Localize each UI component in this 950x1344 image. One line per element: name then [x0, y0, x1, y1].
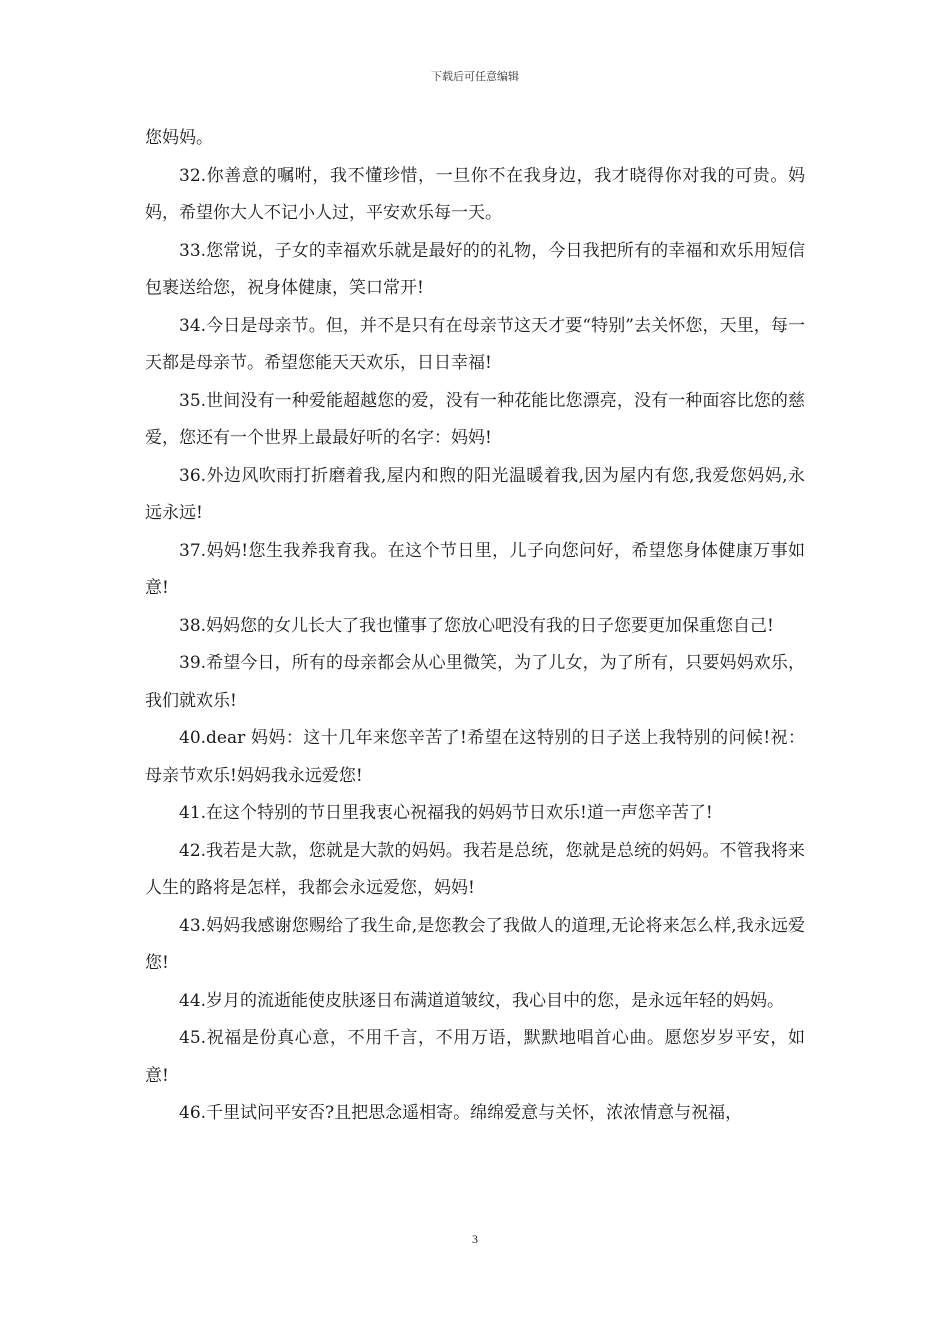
paragraph: 40.dear 妈妈：这十几年来您辛苦了!希望在这特别的日子送上我特别的问候!祝：母亲节欢乐!妈妈我永远爱您! — [145, 728, 805, 786]
paragraph: 46.千里试问平安否?且把思念遥相寄。绵绵爱意与关怀，浓浓情意与祝福， — [179, 1103, 743, 1123]
paragraph: 36.外边风吹雨打折磨着我,屋内和煦的阳光温暖着我,因为屋内有您,我爱您妈妈,永远永远! — [145, 465, 805, 523]
paragraph: 41.在这个特别的节日里我衷心祝福我的妈妈节日欢乐!道一声您辛苦了! — [179, 803, 713, 823]
document-body — [145, 120, 805, 1133]
page-header: 下载后可任意编辑 — [431, 70, 519, 83]
paragraph: 39.希望今日，所有的母亲都会从心里微笑，为了儿女，为了所有，只要妈妈欢乐，我们就欢乐! — [145, 653, 805, 711]
paragraph: 您妈妈。 — [145, 128, 213, 148]
paragraph: 45.祝福是份真心意，不用千言，不用万语，默默地唱首心曲。愿您岁岁平安，如意! — [145, 1028, 805, 1086]
paragraph: 32.你善意的嘱咐，我不懂珍惜，一旦你不在我身边，我才晓得你对我的可贵。妈妈，希望你大人不记小人过，平安欢乐每一天。 — [145, 165, 805, 223]
paragraph: 44.岁月的流逝能使皮肤逐日布满道道皱纹，我心目中的您，是永远年轻的妈妈。 — [179, 990, 785, 1011]
paragraph: 43.妈妈我感谢您赐给了我生命,是您教会了我做人的道理,无论将来怎么样,我永远爱您! — [145, 915, 805, 973]
paragraph: 37.妈妈!您生我养我育我。在这个节日里，儿子向您问好，希望您身体健康万事如意! — [145, 540, 805, 598]
paragraph: 33.您常说，子女的幸福欢乐就是最好的的礼物，今日我把所有的幸福和欢乐用短信包裹送给您，祝身体健康，笑口常开! — [145, 240, 805, 298]
paragraph: 34.今日是母亲节。但，并不是只有在母亲节这天才要“特别”去关怀您，天里，每一天都是母亲节。希望您能天天欢乐，日日幸福! — [145, 315, 805, 373]
paragraph: 38.妈妈您的女儿长大了我也懂事了您放心吧没有我的日子您要更加保重您自己! — [179, 615, 774, 636]
page-number: 3 — [472, 1232, 478, 1246]
paragraph: 42.我若是大款，您就是大款的妈妈。我若是总统，您就是总统的妈妈。不管我将来人生的路将是怎样，我都会永远爱您，妈妈! — [145, 840, 805, 898]
paragraph: 35.世间没有一种爱能超越您的爱，没有一种花能比您漂亮，没有一种面容比您的慈爱，您还有一个世界上最最好听的名字：妈妈! — [145, 390, 805, 448]
